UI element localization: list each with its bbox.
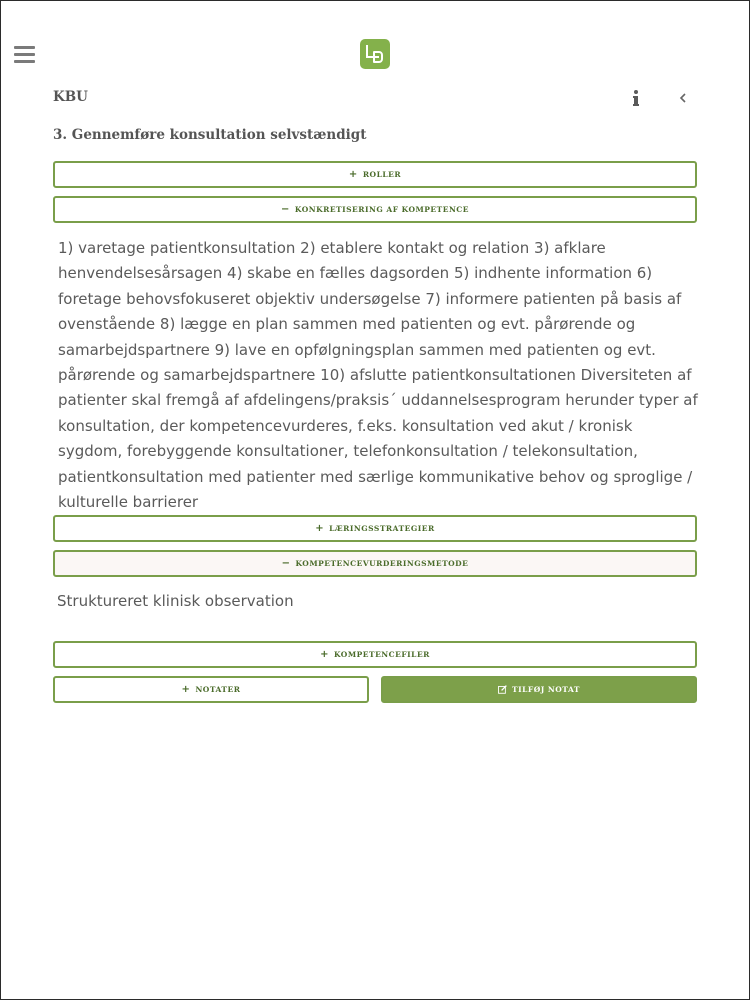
minus-icon: − — [281, 558, 291, 569]
laeringsstrategier-label: LÆRINGSSTRATEGIER — [329, 524, 435, 533]
plus-icon: + — [315, 523, 325, 534]
kompetencefiler-label: KOMPETENCEFILER — [333, 650, 430, 659]
roller-label: ROLLER — [362, 170, 402, 179]
add-note-label: TILFØJ NOTAT — [512, 685, 580, 694]
kompetencefiler-toggle-button[interactable] — [53, 641, 697, 668]
plus-icon: + — [320, 649, 329, 660]
plus-icon: + — [348, 169, 358, 180]
minus-icon: − — [280, 204, 290, 215]
chevron-left-icon[interactable] — [675, 88, 691, 108]
konkretisering-label: KONKRETISERING AF KOMPETENCE — [294, 205, 469, 214]
kompetencevurderingsmetode-label: KOMPETENCEVURDERINGSMETODE — [295, 559, 469, 568]
plus-icon: + — [181, 684, 191, 695]
edit-icon — [498, 685, 507, 694]
notes-label: NOTATER — [195, 685, 241, 694]
hamburger-menu-icon[interactable] — [14, 45, 35, 65]
competence-title: 3. Gennemføre konsultation selvstændigt — [53, 127, 367, 143]
roller-toggle-button[interactable] — [53, 161, 697, 188]
notes-toggle-button[interactable] — [53, 676, 369, 703]
info-icon[interactable] — [629, 88, 643, 108]
add-note-button[interactable] — [381, 676, 697, 703]
method-text: Struktureret klinisk observation — [57, 592, 294, 610]
konkretisering-text: 1) varetage patientkonsultation 2) etablere kontakt og relation 3) afklare henvendelsesårsagen 4) skabe en fælles dagsorden 5) indhente information 6) foretage behovsfokuseret objektiv undersøgelse 7) informere patienten på basis af ovenstående 8) lægge en plan sammen med patienten og evt. pårørende og samarbejdspartnere 9) lave en opfølgningsplan sammen med patienten og evt. pårørende og samarbejdspartnere 10) afslutte patientkonsultationen Diversiteten af patienter skal fremgå af afdelingens/praksis´ uddannelsesprogram herunder typer af konsultation, der kompetencevurderes, f.eks. konsultation ved akut / kronisk sygdom, forebyggende konsultationer, telefonkonsultation / telekonsultation, patientkonsultation med patienter med særlige kommunikative behov og sproglige / kulturelle barrierer — [58, 239, 698, 512]
laeringsstrategier-toggle-button[interactable] — [53, 515, 697, 542]
lb-logo — [360, 39, 390, 69]
breadcrumb: KBU — [53, 89, 88, 105]
konkretisering-toggle-button[interactable] — [53, 196, 697, 223]
kompetencevurderingsmetode-toggle-button[interactable] — [53, 550, 697, 577]
